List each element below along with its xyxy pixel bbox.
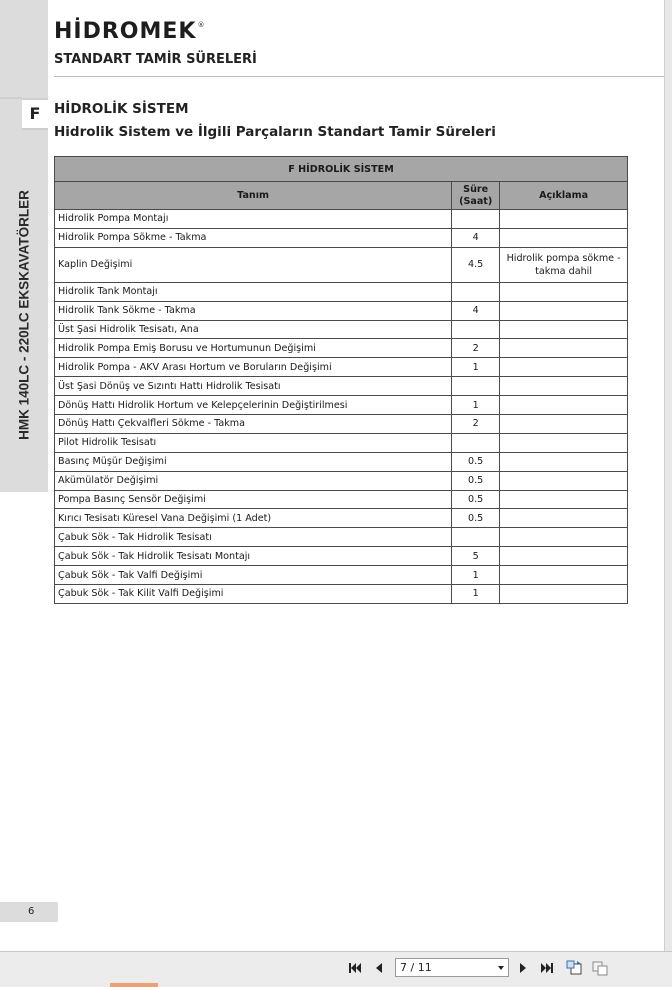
cell-sure: [452, 320, 500, 339]
cell-aciklama: [500, 585, 628, 604]
table-row: [55, 433, 628, 452]
cell-sure: [452, 377, 500, 396]
cell-tanim: Hidrolik Tank Montajı: [55, 282, 452, 301]
table-row: [55, 247, 628, 282]
cell-tanim: Pilot Hidrolik Tesisatı: [55, 433, 452, 452]
cell-sure: 0.5: [452, 452, 500, 471]
cell-sure: [452, 433, 500, 452]
cell-sure: 0.5: [452, 471, 500, 490]
sure-header-line1: Süre: [463, 183, 489, 195]
chevron-down-icon: [498, 966, 504, 970]
cell-sure: [452, 282, 500, 301]
table-row: [55, 547, 628, 566]
cell-sure: 5: [452, 547, 500, 566]
first-page-button[interactable]: [346, 958, 364, 978]
next-page-button[interactable]: [514, 958, 532, 978]
table-row: [55, 358, 628, 377]
cell-sure: 0.5: [452, 509, 500, 528]
page-number: 6: [22, 902, 58, 922]
page-title: STANDART TAMİR SÜRELERİ: [54, 52, 257, 67]
table-row: [55, 585, 628, 604]
table-row: [55, 509, 628, 528]
table-row: [55, 210, 628, 229]
previous-page-button[interactable]: [370, 958, 388, 978]
cell-tanim: Pompa Basınç Sensör Değişimi: [55, 490, 452, 509]
cell-tanim: Basınç Müşür Değişimi: [55, 452, 452, 471]
section-tab-line: [0, 97, 22, 99]
cell-sure: 1: [452, 585, 500, 604]
pdf-viewer-toolbar: [0, 951, 672, 987]
first-page-icon: [347, 961, 363, 975]
cell-tanim: Dönüş Hattı Çekvalfleri Sökme - Takma: [55, 415, 452, 434]
cell-sure: 2: [452, 415, 500, 434]
cell-sure: 0.5: [452, 490, 500, 509]
table-row: [55, 320, 628, 339]
cell-aciklama: [500, 210, 628, 229]
page-indicator: 7 / 11: [400, 961, 432, 974]
cell-tanim: Hidrolik Pompa Montajı: [55, 210, 452, 229]
cell-aciklama: [500, 433, 628, 452]
cell-aciklama: [500, 377, 628, 396]
toolbar-accent: [110, 983, 158, 987]
cell-aciklama: [500, 566, 628, 585]
table-row: [55, 396, 628, 415]
cell-aciklama: [500, 528, 628, 547]
cell-sure: 1: [452, 358, 500, 377]
cell-sure: [452, 210, 500, 229]
rotate-button[interactable]: [565, 958, 583, 978]
cell-aciklama: [500, 228, 628, 247]
page-right-edge: [664, 0, 672, 951]
table-row: [55, 415, 628, 434]
table-row: [55, 452, 628, 471]
cell-aciklama: [500, 509, 628, 528]
cell-tanim: Hidrolik Tank Sökme - Takma: [55, 301, 452, 320]
cell-tanim: Çabuk Sök - Tak Hidrolik Tesisatı: [55, 528, 452, 547]
table-row: [55, 228, 628, 247]
cell-tanim: Hidrolik Pompa Sökme - Takma: [55, 228, 452, 247]
cell-tanim: Akümülatör Değişimi: [55, 471, 452, 490]
cell-tanim: Çabuk Sök - Tak Hidrolik Tesisatı Montajı: [55, 547, 452, 566]
cell-tanim: Kırıcı Tesisatı Küresel Vana Değişimi (1 Adet): [55, 509, 452, 528]
table-row: [55, 301, 628, 320]
table-body: [55, 210, 628, 604]
column-header-tanim: Tanım: [55, 182, 452, 210]
section-subtitle: Hidrolik Sistem ve İlgili Parçaların Standart Tamir Süreleri: [54, 124, 496, 140]
last-page-icon: [539, 961, 555, 975]
section-letter: F: [22, 98, 48, 130]
registered-mark: ®: [197, 21, 206, 29]
cell-sure: [452, 528, 500, 547]
cell-aciklama: [500, 396, 628, 415]
rotate-icon: [565, 960, 583, 976]
table-row: [55, 490, 628, 509]
cell-tanim: Dönüş Hattı Hidrolik Hortum ve Kelepçelerinin Değiştirilmesi: [55, 396, 452, 415]
cell-aciklama: [500, 452, 628, 471]
table-row: [55, 528, 628, 547]
column-header-aciklama: Açıklama: [500, 182, 628, 210]
cell-aciklama: [500, 490, 628, 509]
cell-tanim: Üst Şasi Hidrolik Tesisatı, Ana: [55, 320, 452, 339]
side-model-label: HMK 140LC - 220LC EKSKAVATÖRLER: [16, 190, 32, 440]
column-header-sure: [452, 182, 500, 210]
brand-logo-text: HİDROMEK: [54, 19, 197, 44]
cell-tanim: Hidrolik Pompa - AKV Arası Hortum ve Boruların Değişimi: [55, 358, 452, 377]
page-selector[interactable]: [395, 958, 509, 977]
next-page-icon: [517, 961, 529, 975]
table-row: [55, 377, 628, 396]
cell-tanim: Kaplin Değişimi: [55, 247, 452, 282]
header-divider: [54, 76, 664, 77]
cell-tanim: Çabuk Sök - Tak Kilit Valfi Değişimi: [55, 585, 452, 604]
cell-tanim: Hidrolik Pompa Emiş Borusu ve Hortumunun Değişimi: [55, 339, 452, 358]
cell-aciklama: [500, 547, 628, 566]
cell-sure: 2: [452, 339, 500, 358]
cell-aciklama: Hidrolik pompa sökme - takma dahil: [500, 247, 628, 282]
table-caption: F HİDROLİK SİSTEM: [55, 157, 628, 182]
brand-logo: [54, 19, 205, 43]
cell-sure: 1: [452, 396, 500, 415]
cell-sure: 1: [452, 566, 500, 585]
table-row: [55, 471, 628, 490]
repair-times-table: [54, 156, 628, 604]
section-title: HİDROLİK SİSTEM: [54, 101, 189, 117]
cell-sure: 4: [452, 301, 500, 320]
last-page-button[interactable]: [538, 958, 556, 978]
cell-aciklama: [500, 471, 628, 490]
cell-tanim: Üst Şasi Dönüş ve Sızıntı Hattı Hidrolik Tesisatı: [55, 377, 452, 396]
table-row: [55, 339, 628, 358]
cell-aciklama: [500, 320, 628, 339]
cell-sure: 4: [452, 228, 500, 247]
sure-header-line2: (Saat): [459, 195, 493, 207]
table-row: [55, 566, 628, 585]
fit-page-button[interactable]: [591, 958, 609, 978]
cell-sure: 4.5: [452, 247, 500, 282]
fit-page-icon: [591, 960, 609, 976]
page-number-strip: [0, 902, 22, 922]
table-row: [55, 282, 628, 301]
cell-aciklama: [500, 358, 628, 377]
cell-aciklama: [500, 415, 628, 434]
cell-aciklama: [500, 301, 628, 320]
cell-aciklama: [500, 282, 628, 301]
cell-aciklama: [500, 339, 628, 358]
cell-tanim: Çabuk Sök - Tak Valfi Değişimi: [55, 566, 452, 585]
previous-page-icon: [373, 961, 385, 975]
